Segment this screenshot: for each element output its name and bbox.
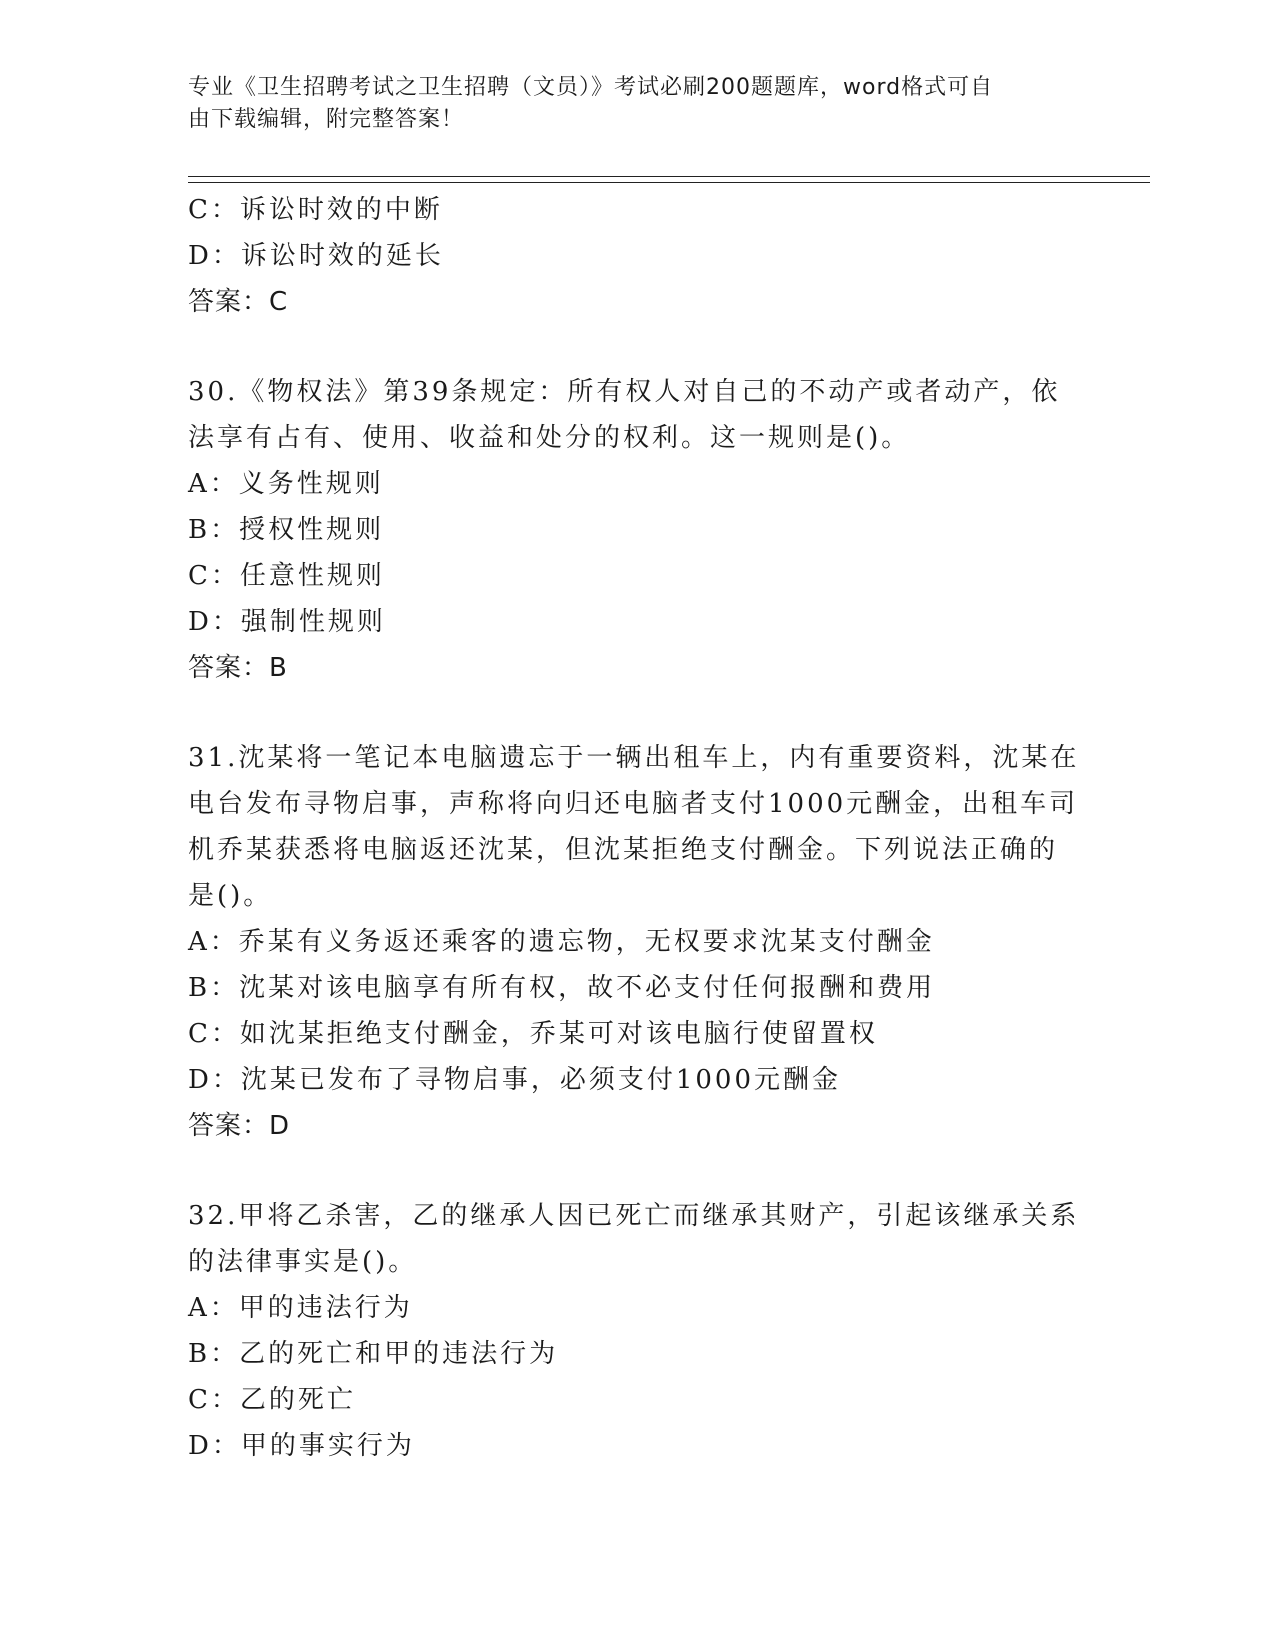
answer-line: 答案：B xyxy=(188,653,288,683)
stem-line: 30.《物权法》第39条规定：所有权人对自己的不动产或者动产，依 xyxy=(188,377,1061,407)
option-c: C：如沈某拒绝支付酬金，乔某可对该电脑行使留置权 xyxy=(188,1019,878,1049)
option-b: B：乙的死亡和甲的违法行为 xyxy=(188,1339,559,1369)
answer-line: 答案：C xyxy=(188,287,289,317)
header-rule-bottom xyxy=(188,182,1150,183)
question-31 xyxy=(188,735,1088,1149)
stem-line: 的法律事实是()。 xyxy=(188,1247,418,1277)
stem-line: 法享有占有、使用、收益和处分的权利。这一规则是()。 xyxy=(188,423,911,453)
question-30 xyxy=(188,369,1088,691)
option-b: B：授权性规则 xyxy=(188,515,385,545)
question-content xyxy=(188,187,1088,1469)
option-a: A：甲的违法行为 xyxy=(188,1293,413,1323)
answer-line: 答案：D xyxy=(188,1111,291,1141)
document-header xyxy=(188,72,1068,136)
stem-line: 32.甲将乙杀害，乙的继承人因已死亡而继承其财产，引起该继承关系 xyxy=(188,1201,1080,1231)
header-line-2: 由下载编辑，附完整答案！ xyxy=(188,107,465,132)
option-a: A：乔某有义务返还乘客的遗忘物，无权要求沈某支付酬金 xyxy=(188,927,935,957)
stem-line: 31.沈某将一笔记本电脑遗忘于一辆出租车上，内有重要资料，沈某在 xyxy=(188,743,1080,773)
option-d: D：甲的事实行为 xyxy=(188,1431,415,1461)
question-stem xyxy=(188,1193,1088,1285)
option-c: C：任意性规则 xyxy=(188,561,385,591)
header-rule-top xyxy=(188,176,1150,177)
spacer xyxy=(188,691,1088,735)
option-b: B：沈某对该电脑享有所有权，故不必支付任何报酬和费用 xyxy=(188,973,936,1003)
stem-line: 是()。 xyxy=(188,881,273,911)
header-line-1: 专业《卫生招聘考试之卫生招聘（文员）》考试必刷200题题库，word格式可自 xyxy=(188,75,994,100)
question-29 xyxy=(188,187,1088,325)
option-d: D：诉讼时效的延长 xyxy=(188,241,444,271)
option-d: D：强制性规则 xyxy=(188,607,386,637)
question-stem xyxy=(188,735,1088,919)
option-c: C：乙的死亡 xyxy=(188,1385,356,1415)
stem-line: 电台发布寻物启事，声称将向归还电脑者支付1000元酬金，出租车司 xyxy=(188,789,1079,819)
question-32 xyxy=(188,1193,1088,1469)
option-d: D：沈某已发布了寻物启事，必须支付1000元酬金 xyxy=(188,1065,842,1095)
question-stem xyxy=(188,369,1088,461)
spacer xyxy=(188,325,1088,369)
stem-line: 机乔某获悉将电脑返还沈某，但沈某拒绝支付酬金。下列说法正确的 xyxy=(188,835,1059,865)
spacer xyxy=(188,1149,1088,1193)
option-c: C：诉讼时效的中断 xyxy=(188,195,443,225)
option-a: A：义务性规则 xyxy=(188,469,384,499)
